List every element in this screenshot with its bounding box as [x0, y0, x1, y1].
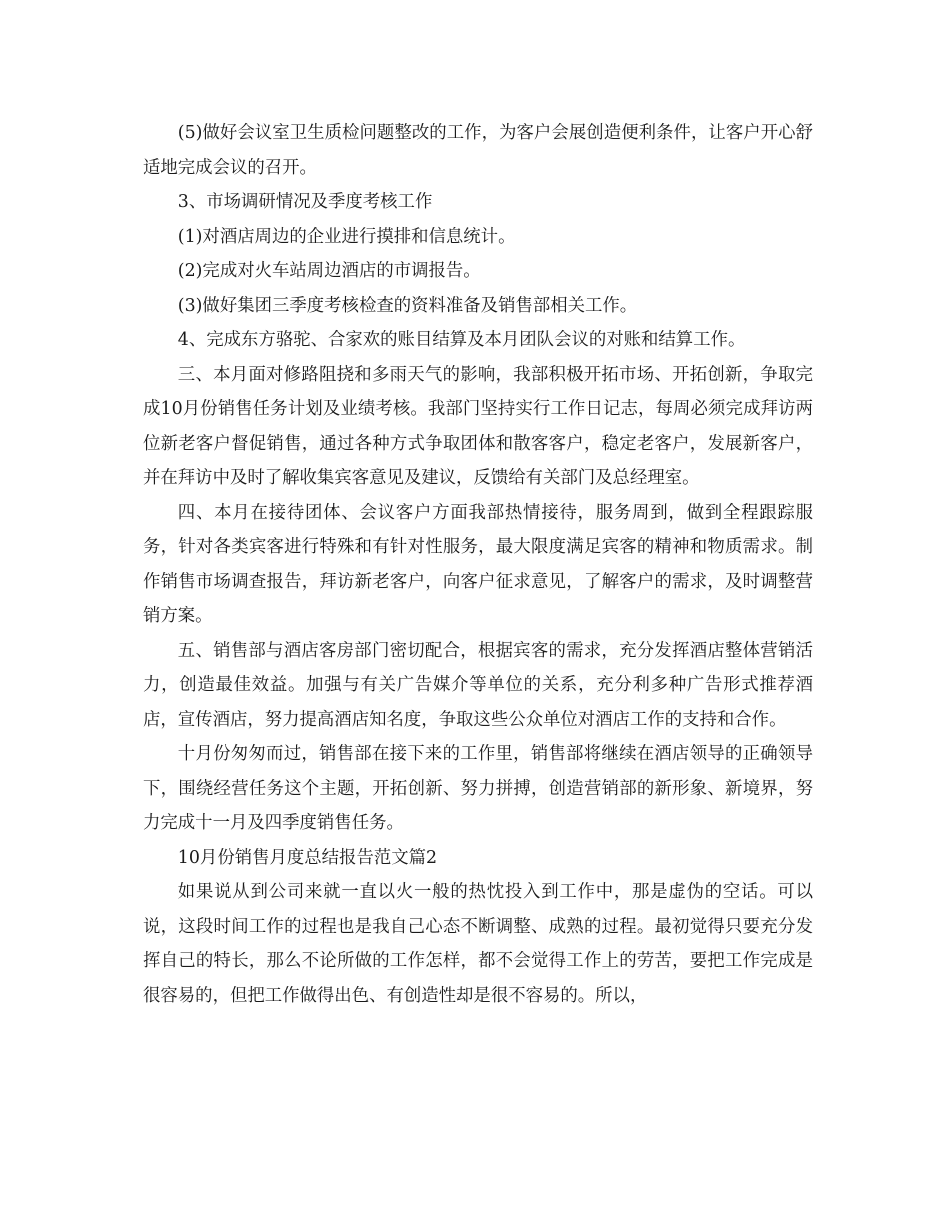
article-heading-part-2: 10月份销售月度总结报告范文篇2 [177, 847, 438, 868]
section-heading-market-research: 3、市场调研情况及季度考核工作 [177, 192, 433, 212]
list-item-station-hotel-report: (2)完成对火车站周边酒店的市调报告。 [177, 261, 481, 281]
paragraph-part-2-intro: 如果说从到公司来就一直以火一般的热忱投入到工作中，那是虚伪的空话。可以说，这段时间工作的过程也是我自己心态不断调整、成熟的过程。最初觉得只要充分发挥自己的特长，那么不论所做的工作怎样，都不会觉得工作上的劳苦，要把工作完成是很容易的，但把工作做得出色、有创造性却是很不容易的。所以， [143, 882, 813, 1006]
paragraph-item-5-meeting-room: (5)做好会议室卫生质检问题整改的工作，为客户会展创造便利条件，让客户开心舒适地完成会议的召开。 [143, 123, 813, 178]
paragraph-section-five: 五、销售部与酒店客房部门密切配合，根据宾客的需求，充分发挥酒店整体营销活力，创造最佳效益。加强与有关广告媒介等单位的关系，充分利多种广告形式推荐酒店，宣传酒店，努力提高酒店知名度，争取这些公众单位对酒店工作的支持和合作。 [143, 640, 813, 730]
list-item-quarterly-assessment: (3)做好集团三季度考核检查的资料准备及销售部相关工作。 [177, 295, 638, 316]
document-body [143, 116, 813, 1013]
paragraph-section-three: 三、本月面对修路阻挠和多雨天气的影响，我部积极开拓市场、开拓创新，争取完成10月份销售任务计划及业绩考核。我部门坚持实行工作日记志，每周必须完成拜访两位新老客户督促销售，通过各种方式争取团体和散客客户，稳定老客户，发展新客户，并在拜访中及时了解收集宾客意见及建议，反馈给有关部门及总经理室。 [143, 364, 813, 488]
paragraph-section-four: 四、本月在接待团体、会议客户方面我部热情接待，服务周到，做到全程跟踪服务，针对各类宾客进行特殊和有针对性服务，最大限度满足宾客的精神和物质需求。制作销售市场调查报告，拜访新老客户，向客户征求意见，了解客户的需求，及时调整营销方案。 [143, 502, 813, 626]
paragraph-account-settlement: 4、完成东方骆驼、合家欢的账目结算及本月团队会议的对账和结算工作。 [177, 330, 746, 350]
list-item-enterprise-survey: (1)对酒店周边的企业进行摸排和信息统计。 [177, 226, 516, 247]
paragraph-october-summary: 十月份匆匆而过，销售部在接下来的工作里，销售部将继续在酒店领导的正确领导下，围绕经营任务这个主题，开拓创新、努力拼搏，创造营销部的新形象、新境界，努力完成十一月及四季度销售任务。 [143, 744, 813, 833]
